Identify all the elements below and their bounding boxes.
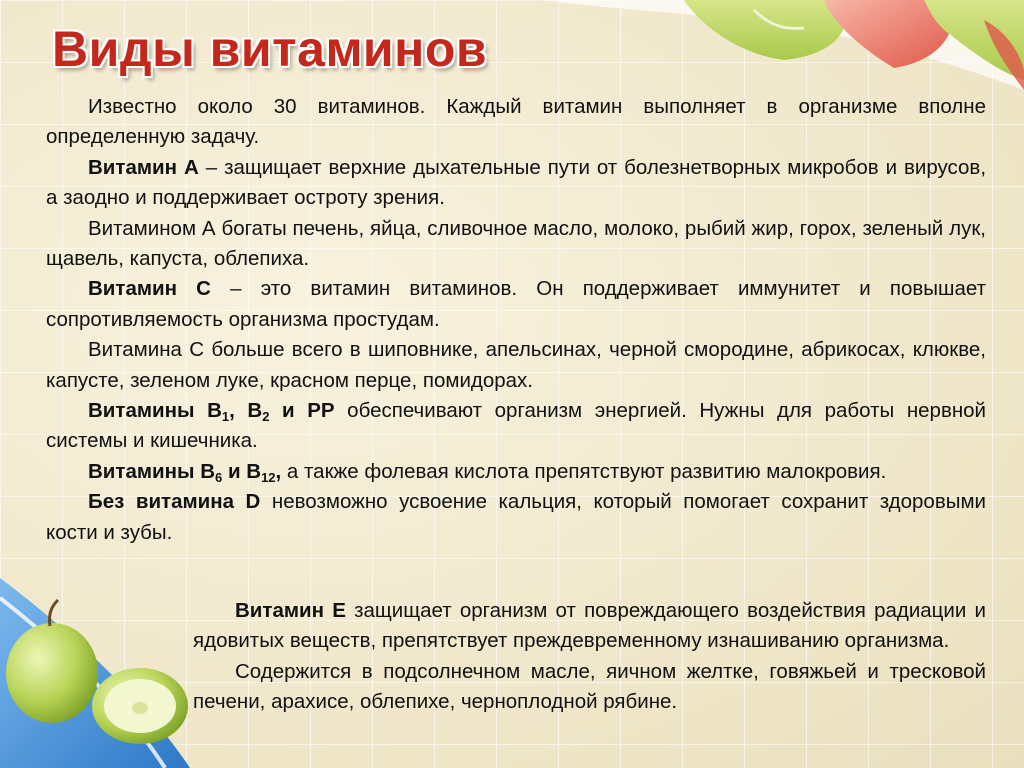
paragraph-vitamin-d (46, 487, 986, 548)
paragraph-text: Витамина С больше всего в шиповнике, апельсинах, черной смородине, абрикосах, клюкве, капусте, зеленом луке, красном перце, помидорах. (46, 338, 986, 392)
paragraph-bold: Витамин А (88, 155, 199, 179)
paragraph-bold: Витамин Е (235, 599, 346, 622)
paragraph-text: Содержится в подсолнечном масле, яичном желтке, говяжьей и тресковой печени, арахисе, облепихе, черноплодной рябине. (193, 659, 986, 714)
paragraph-text: обеспечивают организм энергией. Нужны для работы нервной системы и кишечника. (46, 399, 987, 453)
paragraph-bold: Витамины $В_6$ и $В_{12}$, (88, 459, 282, 485)
paragraph-text: Известно около 30 витаминов. Каждый витамин выполняет в организме вполне определенную задачу. (46, 95, 986, 149)
paragraph-vitamin-a-sources (46, 214, 986, 275)
paragraph-vitamin-c-sources (46, 335, 986, 396)
paragraph-text: защищает организм от повреждающего воздействия радиации и ядовитых веществ, препятствует преждевременному изнашиванию организма. (193, 599, 986, 653)
paragraph-vitamin-a (46, 153, 986, 214)
page-title: Виды витаминов (52, 21, 488, 77)
paragraph-vitamin-e-sources (193, 657, 986, 718)
paragraph-text: а также фолевая кислота препятствуют развитию малокровия. (281, 459, 887, 483)
paragraph-vitamin-b6-b12 (46, 457, 986, 487)
paragraph-text: – это витамин витаминов. Он поддерживает иммунитет и повышает сопротивляемость организма простудам. (46, 277, 987, 331)
paragraph-intro (46, 92, 986, 153)
paragraph-bold: Витамины $В_1$, $В_2$ и РР (88, 399, 335, 425)
paragraph-vitamin-e (193, 596, 986, 657)
paragraph-vitamin-c (46, 274, 986, 335)
paragraph-bold: Витамин С (88, 277, 211, 301)
paragraph-text: невозможно усвоение кальция, который помогает сохранит здоровыми кости и зубы. (46, 490, 987, 544)
paragraph-vitamin-b1-b2-pp (46, 396, 986, 457)
melon-slices-icon (424, 0, 1024, 90)
paragraph-text: Витамином А богаты печень, яйца, сливочное масло, молоко, рыбий жир, горох, зеленый лук, щавель, капуста, облепиха. (46, 216, 986, 271)
paragraph-bold: Без витамина D (88, 490, 261, 514)
main-text (46, 92, 986, 548)
lower-text (193, 596, 986, 718)
paragraph-text: – защищает верхние дыхательные пути от болезнетворных микробов и вирусов, а заодно и поддерживает остроту зрения. (46, 155, 987, 210)
